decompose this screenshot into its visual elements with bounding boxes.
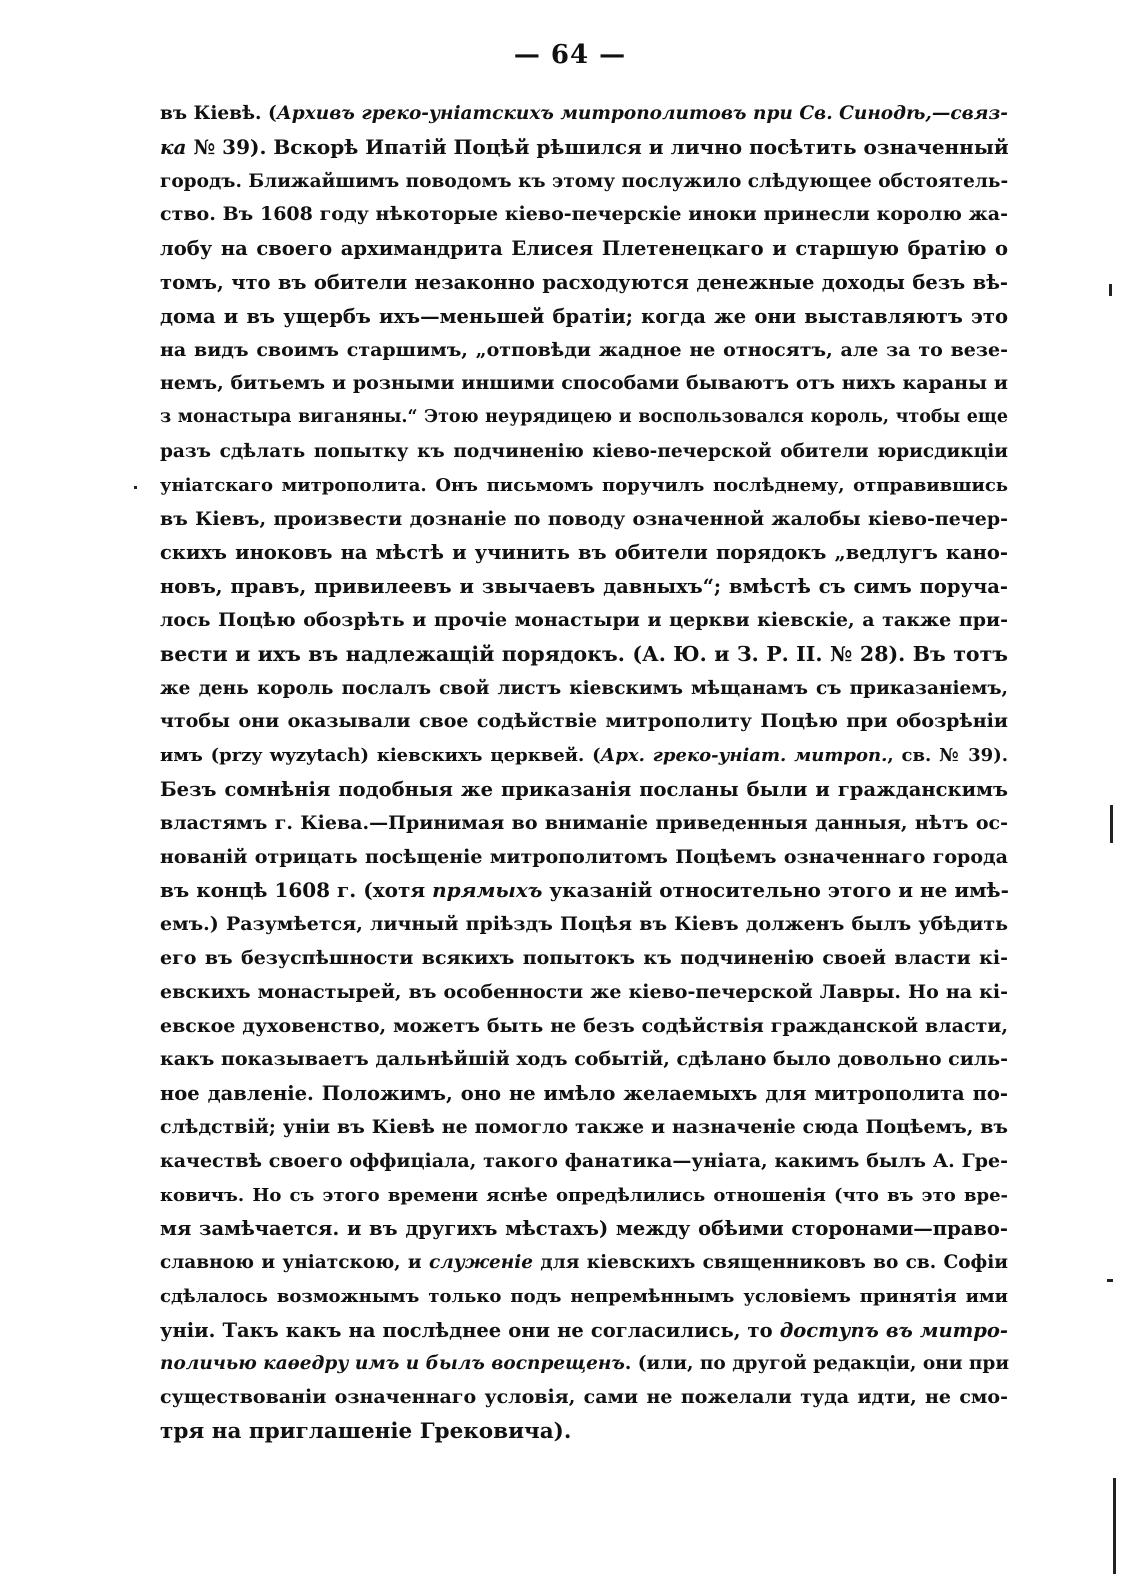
text-segment: въ Кіевѣ. ( <box>160 103 277 124</box>
text-segment: въ концѣ 1608 г. (хотя <box>160 878 433 903</box>
text-line <box>160 1347 1008 1381</box>
text-segment: ковичъ. Но съ этого времени яснѣе опредѣлились отношенія (что въ это вре- <box>160 1184 1008 1206</box>
text-segment: качествѣ своего оффиціала, такого фанатика—уніата, какимъ былъ А. Гре- <box>160 1149 1008 1172</box>
text-line <box>160 638 1008 672</box>
text-line <box>160 334 1008 368</box>
text-segment: ство. Въ 1608 году нѣкоторые кіево-печерскіе иноки принесли королю жа- <box>160 203 1008 226</box>
text-segment: ное давленіе. Положимъ, оно не имѣло желаемыхъ для митрополита по- <box>160 1082 1008 1106</box>
text-segment: евское духовенство, можетъ быть не безъ содѣйствія гражданской власти, <box>160 1014 1008 1037</box>
text-segment: уніатскаго митрополита. Онъ письмомъ поручилъ послѣднему, отправившись <box>160 474 1008 496</box>
text-segment: мя замѣчается. и въ другихъ мѣстахъ) между обѣими сторонами—право- <box>160 1217 1008 1241</box>
text-line <box>160 300 1008 334</box>
text-segment: новъ, правъ, привилеевъ и звычаевъ давныхъ“; вмѣстѣ съ симъ поруча- <box>160 575 1008 599</box>
text-line <box>160 908 1008 942</box>
text-line <box>160 570 1008 604</box>
text-segment: дома и въ ущербъ ихъ—меньшей братіи; когда же они выставляютъ это <box>160 304 1008 328</box>
text-segment: въ Кіевъ, произвести дознаніе по поводу означенной жалобы кіево-печер- <box>160 507 1008 530</box>
text-line <box>160 1280 1008 1314</box>
text-segment: чтобы они оказывали свое содѣйствіе митрополиту Поцѣю при обозрѣніи <box>160 710 1008 733</box>
margin-mark <box>1110 805 1113 843</box>
text-line <box>160 266 1008 300</box>
text-segment: же день король послалъ свой листъ кіевскимъ мѣщанамъ съ приказаніемъ, <box>160 677 1008 699</box>
text-line <box>160 1010 1008 1044</box>
italic-segment: ка <box>160 134 187 159</box>
text-line <box>160 1111 1008 1145</box>
text-segment: емъ.) Разумѣется, личный пріѣздъ Поцѣя въ Кіевъ долженъ былъ убѣдить <box>160 913 1008 936</box>
text-line <box>160 1179 1008 1213</box>
text-line <box>160 198 1008 232</box>
text-segment: для кіевскихъ священниковъ во св. Софіи <box>533 1252 1008 1274</box>
text-line <box>160 1077 1008 1111</box>
text-segment: немъ, битьемъ и розными иншими способами бываютъ отъ нихъ караны и <box>160 372 1008 395</box>
text-line <box>160 131 1008 165</box>
text-line <box>160 841 1008 875</box>
text-line <box>160 401 1008 435</box>
text-line <box>160 1145 1008 1179</box>
text-segment: Безъ сомнѣнія подобныя же приказанія посланы были и гражданскимъ <box>160 777 1008 801</box>
text-segment: № 39). Вскорѣ Ипатій Поцѣй рѣшился и лично посѣтить означенный <box>186 134 1009 159</box>
text-line <box>160 807 1008 841</box>
italic-segment: служеніе <box>428 1252 534 1274</box>
text-segment: какъ показываетъ дальнѣйшій ходъ событій, сдѣлано было довольно силь- <box>160 1048 1008 1071</box>
text-segment: евскихъ монастырей, въ особенности же кіево-печерской Лавры. Но на кі- <box>160 980 1008 1003</box>
text-line <box>160 1246 1008 1280</box>
text-segment: существованіи означеннаго условія, сами не пожелали туда идти, не смо- <box>160 1386 1008 1409</box>
text-line <box>160 232 1008 266</box>
text-segment: лось Поцѣю обозрѣть и прочіе монастыри и церкви кіевскіе, а также при- <box>160 608 1008 631</box>
page-number: — 64 — <box>513 40 627 70</box>
text-line <box>160 942 1008 976</box>
italic-segment: прямыхъ <box>432 878 543 903</box>
text-line <box>160 469 1008 503</box>
text-segment: имъ (przy wyzytach) кіевскихъ церквей. ( <box>160 745 601 767</box>
text-segment: вести и ихъ въ надлежащій порядокъ. (А. Ю. и З. Р. II. № 28). Въ тотъ <box>160 641 1008 666</box>
text-segment: разъ сдѣлать попытку къ подчиненію кіево-печерской обители юрисдикціи <box>160 440 1008 462</box>
italic-segment: поличью каѳедру имъ и былъ воспрещенъ <box>160 1353 625 1375</box>
text-line <box>160 503 1008 537</box>
text-segment: его въ безуспѣшности всякихъ попытокъ къ подчиненію своей власти кі- <box>160 946 1008 969</box>
text-line <box>160 536 1008 570</box>
text-line <box>160 874 1008 908</box>
italic-segment: Архивъ греко-уніатскихъ митрополитовъ при Св. Синодѣ,—связ- <box>276 103 1008 124</box>
text-segment: лобу на своего архимандрита Елисея Плетенецкаго и старшую братію о <box>160 237 1008 261</box>
text-line <box>160 1415 1008 1449</box>
text-line <box>160 1212 1008 1246</box>
text-segment: властямъ г. Кіева.—Принимая во вниманіе приведенныя данныя, нѣтъ ос- <box>160 811 1008 834</box>
text-line <box>160 739 1008 773</box>
text-line <box>160 1043 1008 1077</box>
text-line <box>160 435 1008 469</box>
text-line <box>160 672 1008 706</box>
text-line <box>160 367 1008 401</box>
text-segment: з монастыра виганяны.“ Этою неурядицею и воспользовался король, чтобы еще <box>160 407 1008 428</box>
text-line <box>160 604 1008 638</box>
text-line <box>160 1381 1008 1415</box>
text-segment: слѣдствій; уніи въ Кіевѣ не помогло также и назначеніе сюда Поцѣемъ, въ <box>160 1115 1008 1138</box>
text-line <box>160 773 1008 807</box>
text-segment: нованій отрицать посѣщеніе митрополитомъ Поцѣемъ означеннаго города <box>160 845 1008 868</box>
text-segment: уніи. Такъ какъ на послѣднее они не согласились, то <box>160 1318 780 1342</box>
text-line <box>160 976 1008 1010</box>
margin-mark <box>1113 1478 1116 1574</box>
margin-mark <box>1107 1279 1113 1282</box>
text-segment: указаній относительно этого и не имѣ- <box>542 878 1009 903</box>
text-segment: славною и уніатскою, и <box>160 1252 429 1274</box>
text-line <box>160 1314 1008 1348</box>
text-segment: городъ. Ближайшимъ поводомъ къ этому послужило слѣдующее обстоятель- <box>160 170 1009 192</box>
text-segment: скихъ иноковъ на мѣстѣ и учинить въ обители порядокъ „ведлугъ кано- <box>160 541 1008 565</box>
text-line <box>160 97 1008 131</box>
italic-segment: доступъ въ митро- <box>779 1318 1008 1342</box>
text-segment: на видъ своимъ старшимъ, „отповѣди жадное не относятъ, але за то везе- <box>160 338 1008 361</box>
margin-mark <box>134 486 137 489</box>
text-segment: сдѣлалось возможнымъ только подъ непремѣннымъ условіемъ принятія ими <box>160 1285 1008 1307</box>
text-segment: тря на приглашеніе Грековича). <box>160 1419 572 1445</box>
italic-segment: Арх. греко-уніат. митроп. <box>600 745 888 767</box>
margin-mark <box>1109 284 1112 296</box>
text-segment: томъ, что въ обители незаконно расходуются денежные доходы безъ вѣ- <box>160 270 1008 294</box>
text-line <box>160 165 1008 199</box>
text-segment: , св. № 39). <box>887 745 1008 767</box>
text-line <box>160 705 1008 739</box>
body-text <box>160 97 1008 1449</box>
text-segment: . (или, по другой редакціи, они при <box>624 1353 1010 1375</box>
